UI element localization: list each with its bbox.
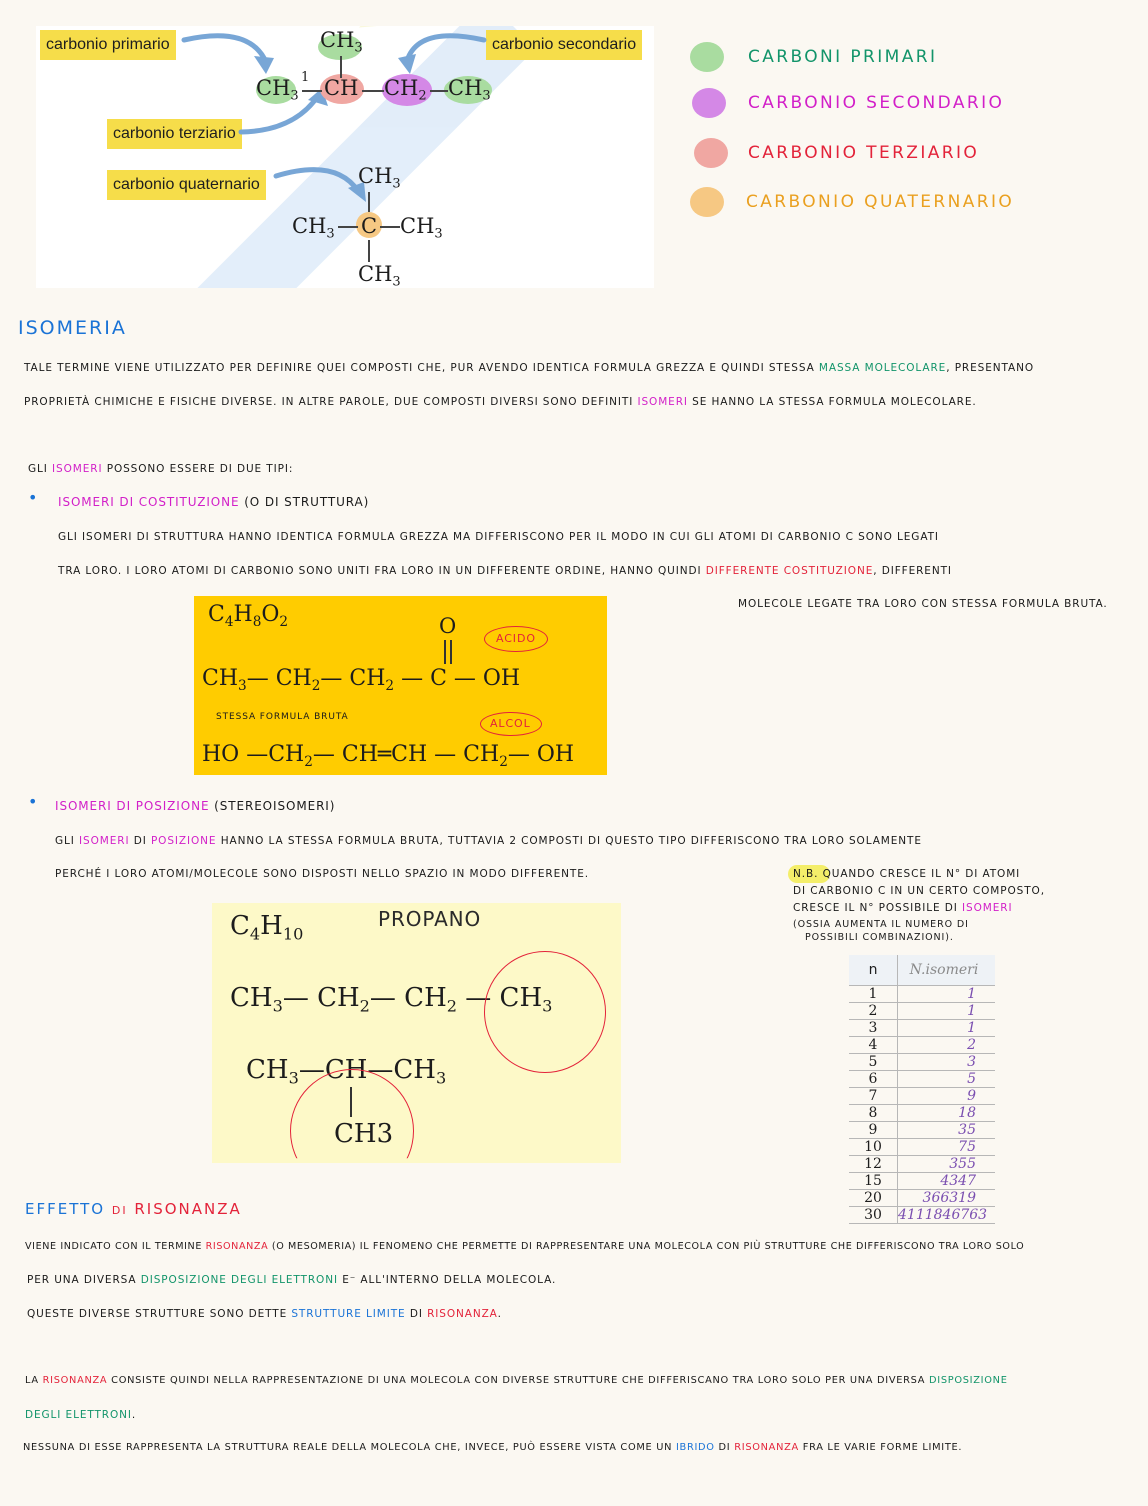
legend-item-primary: CARBONI PRIMARI xyxy=(690,42,1090,72)
table-row xyxy=(849,1105,995,1122)
same-formula-note: STESSA FORMULA BRUTA xyxy=(216,712,349,722)
risonanza-title: EFFETTO DI RISONANZA xyxy=(25,1200,242,1218)
table-cell-n: 8 xyxy=(849,1105,898,1121)
table-cell-count: 355 xyxy=(949,1156,976,1172)
table-row xyxy=(849,1122,995,1139)
isomeri-types-intro: GLI ISOMERI POSSONO ESSERE DI DUE TIPI: xyxy=(28,463,294,475)
mol1-tertiary-carbon: CH xyxy=(324,76,359,100)
legend-dot-secondary xyxy=(692,88,726,118)
propane-label: PROPANO xyxy=(378,907,482,931)
nb-note-line-2: DI CARBONIO C IN UN CERTO COMPOSTO, xyxy=(793,885,1045,897)
table-row xyxy=(849,1020,995,1037)
nb-note-line-4: (OSSIA AUMENTA IL NUMERO DI xyxy=(793,919,969,930)
table-cell-count: 2 xyxy=(967,1037,976,1053)
table-cell-count: 9 xyxy=(967,1088,976,1104)
table-cell-count: 366319 xyxy=(922,1190,976,1206)
mol1-top-group: $CH_3$ xyxy=(320,28,363,56)
table-cell-n: 9 xyxy=(849,1122,898,1138)
table-row xyxy=(849,1071,995,1088)
label-secondary-carbon: carbonio secondario xyxy=(486,30,642,60)
costituzione-title: ISOMERI DI COSTITUZIONE (O DI STRUTTURA) xyxy=(58,495,370,509)
mol2-right-group: $CH_3$ xyxy=(400,214,443,242)
table-row xyxy=(849,986,995,1003)
positional-isomers-box xyxy=(212,903,621,1163)
risonanza-line-5: DEGLI ELETTRONI. xyxy=(25,1409,137,1421)
carbon-types-diagram xyxy=(36,26,654,288)
costituzione-line-3: MOLECOLE LEGATE TRA LORO CON STESSA FORMULA BRUTA. xyxy=(738,598,1108,610)
table-cell-n: 6 xyxy=(849,1071,898,1087)
constitutional-isomers-box xyxy=(194,596,607,775)
legend-item-quaternary: CARBONIO QUATERNARIO xyxy=(690,187,1090,217)
legend-dot-quaternary xyxy=(690,187,724,217)
table-cell-count: 3 xyxy=(967,1054,976,1070)
risonanza-line-2: PER UNA DIVERSA DISPOSIZIONE DEGLI ELETTRONI E⁻ ALL'INTERNO DELLA MOLECOLA. xyxy=(27,1274,557,1286)
mol2-top-group: $CH_3$ xyxy=(358,164,401,192)
risonanza-line-3: QUESTE DIVERSE STRUTTURE SONO DETTE STRUTTURE LIMITE DI RISONANZA. xyxy=(27,1308,502,1320)
table-row xyxy=(849,1054,995,1071)
table-row xyxy=(849,1037,995,1054)
table-cell-n: 12 xyxy=(849,1156,898,1172)
mol2-left-group: $CH_3$ xyxy=(292,214,335,242)
table-row xyxy=(849,1088,995,1105)
table-row xyxy=(849,1207,995,1224)
table-cell-count: 5 xyxy=(967,1071,976,1087)
table-row xyxy=(849,1003,995,1020)
mol1-bond-number: 1 xyxy=(301,70,310,85)
mol1-secondary-carbon: $CH_2$ xyxy=(384,76,427,104)
legend-item-tertiary: CARBONIO TERZIARIO xyxy=(690,138,1090,168)
label-primary-carbon: carbonio primario xyxy=(40,30,176,60)
nb-note-line-3: CRESCE IL N° POSSIBILE DI ISOMERI xyxy=(793,902,1013,914)
table-row xyxy=(849,1139,995,1156)
bullet-icon: • xyxy=(28,488,38,507)
table-cell-n: 30 xyxy=(849,1207,898,1223)
table-cell-n: 20 xyxy=(849,1190,898,1206)
legend-item-secondary: CARBONIO SECONDARIO xyxy=(690,88,1090,118)
table-cell-n: 10 xyxy=(849,1139,898,1155)
risonanza-line-6: NESSUNA DI ESSE RAPPRESENTA LA STRUTTURA REALE DELLA MOLECOLA CHE, INVECE, PUÒ ESSERE VISTA COME UN IBRIDO DI RISONANZA FRA LE VARIE FORME LIMITE. xyxy=(23,1442,963,1453)
risonanza-line-1: VIENE INDICATO CON IL TERMINE RISONANZA (O MESOMERIA) IL FENOMENO CHE PERMETTE DI RAPPRESENTARE UNA MOLECOLA CON PIÙ STRUTTURE CHE DIFFERISCONO TRA LORO SOLO xyxy=(25,1241,1025,1252)
table-cell-count: 75 xyxy=(958,1139,976,1155)
isobutane-chain: $CH_3—CH—CH_3$ xyxy=(246,1055,447,1088)
formula-c4h8o2: $C_4H_8O_2$ xyxy=(208,602,289,630)
table-cell-n: 7 xyxy=(849,1088,898,1104)
isomer-count-table xyxy=(849,955,995,1224)
table-cell-count: 18 xyxy=(958,1105,976,1121)
table-row xyxy=(849,1156,995,1173)
formula-c4h10: $C_4H_{10}$ xyxy=(230,911,304,944)
isomeria-paragraph-2: PROPRIETÀ CHIMICHE E FISICHE DIVERSE. IN ALTRE PAROLE, DUE COMPOSTI DIVERSI SONO DEFINITI ISOMERI SE HANNO LA STESSA FORMULA MOLECOLARE. xyxy=(24,396,977,408)
table-cell-n: 15 xyxy=(849,1173,898,1189)
posizione-title: ISOMERI DI POSIZIONE (STEREOISOMERI) xyxy=(55,799,336,813)
table-cell-n: 4 xyxy=(849,1037,898,1053)
costituzione-line-2: TRA LORO. I LORO ATOMI DI CARBONIO SONO UNITI FRA LORO IN UN DIFFERENTE ORDINE, HANNO QUINDI DIFFERENTE COSTITUZIONE, DIFFERENTI xyxy=(58,565,952,577)
acid-tag: ACIDO xyxy=(496,632,536,645)
posizione-line-1: GLI ISOMERI DI POSIZIONE HANNO LA STESSA FORMULA BRUTA, TUTTAVIA 2 COMPOSTI DI QUESTO TIPO DIFFERISCONO TRA LORO SOLAMENTE xyxy=(55,835,922,847)
mol2-bottom-group: $CH_3$ xyxy=(358,262,401,290)
isomeria-paragraph-1: TALE TERMINE VIENE UTILIZZATO PER DEFINIRE QUEI COMPOSTI CHE, PUR AVENDO IDENTICA FORMULA GREZZA E QUINDI STESSA MASSA MOLECOLARE, PRESENTANO xyxy=(24,362,1035,374)
table-header: n N.isomeri xyxy=(849,955,995,986)
legend-dot-tertiary xyxy=(694,138,728,168)
alcohol-chain: HO $—CH_2—$ CH═CH — $CH_2—$ OH xyxy=(202,742,575,770)
table-cell-count: 35 xyxy=(958,1122,976,1138)
nb-note-line-5: POSSIBILI COMBINAZIONI). xyxy=(805,932,954,943)
posizione-line-2: PERCHÉ I LORO ATOMI/MOLECOLE SONO DISPOSTI NELLO SPAZIO IN MODO DIFFERENTE. xyxy=(55,868,590,880)
table-cell-count: 1 xyxy=(967,1020,976,1036)
bullet-icon: • xyxy=(28,792,38,811)
butane-chain: $CH_3—$ $CH_2—$ $CH_2$ — $CH_3$ xyxy=(230,983,553,1016)
alcohol-tag: ALCOL xyxy=(490,717,531,730)
table-body xyxy=(849,986,995,1224)
isobutane-branch: CH3 xyxy=(334,1119,394,1149)
costituzione-line-1: GLI ISOMERI DI STRUTTURA HANNO IDENTICA FORMULA GREZZA MA DIFFERISCONO PER IL MODO IN CUI GLI ATOMI DI CARBONIO C SONO LEGATI xyxy=(58,531,939,543)
table-cell-n: 2 xyxy=(849,1003,898,1019)
mol2-quaternary-carbon: C xyxy=(361,214,378,238)
table-cell-count: 4111846763 xyxy=(898,1207,988,1223)
table-row xyxy=(849,1190,995,1207)
nb-note-line-1: N.B. QUANDO CRESCE IL N° DI ATOMI xyxy=(793,868,1021,880)
mol1-left-group: $CH_3$ xyxy=(256,76,299,104)
risonanza-line-4: LA RISONANZA CONSISTE QUINDI NELLA RAPPRESENTAZIONE DI UNA MOLECOLA CON DIVERSE STRUTTURE CHE DIFFERISCANO TRA LORO SOLO PER UNA DIVERSA DISPOSIZIONE xyxy=(25,1375,1008,1386)
table-cell-n: 5 xyxy=(849,1054,898,1070)
isomeria-title: ISOMERIA xyxy=(18,317,127,339)
table-cell-count: 1 xyxy=(967,986,976,1002)
table-cell-count: 4347 xyxy=(940,1173,976,1189)
label-quaternary-carbon: carbonio quaternario xyxy=(107,170,266,200)
legend-dot-primary xyxy=(690,42,724,72)
mol1-right-group: $CH_3$ xyxy=(448,76,491,104)
label-tertiary-carbon: carbonio terziario xyxy=(107,119,242,149)
pointer-arrows xyxy=(36,26,654,288)
table-row xyxy=(849,1173,995,1190)
table-cell-n: 3 xyxy=(849,1020,898,1036)
table-cell-n: 1 xyxy=(849,986,898,1002)
carbonyl-oxygen: O xyxy=(439,614,457,638)
acid-chain: $CH_3—$ $CH_2—$ $CH_2$ — C — OH xyxy=(202,666,521,694)
table-cell-count: 1 xyxy=(967,1003,976,1019)
